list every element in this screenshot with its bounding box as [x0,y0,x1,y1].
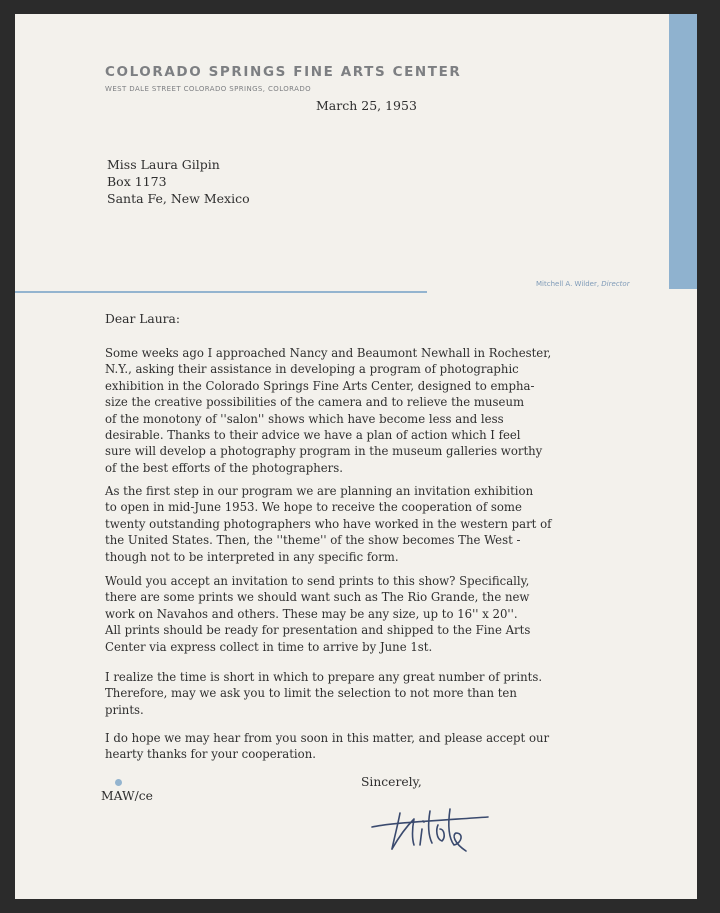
body-line: the United States. Then, the ''theme'' of the show becomes The West - [105,533,521,548]
body-line: size the creative possibilities of the camera and to relieve the museum [105,395,525,410]
body-line: to open in mid-June 1953. We hope to receive the cooperation of some [105,500,522,515]
body-line: prints. [105,702,144,717]
body-line: there are some prints we should want such as The Rio Grande, the new [105,590,530,605]
letter-date: March 25, 1953 [316,98,417,113]
body-line: of the monotony of ''salon'' shows which have become less and less [105,411,504,426]
body-line: All prints should be ready for presentation and shipped to the Fine Arts [105,623,531,638]
recipient-box: Box 1173 [107,174,167,189]
body-line: Some weeks ago I approached Nancy and Beaumont Newhall in Rochester, [105,346,552,360]
body-line: I realize the time is short in which to prepare any great number of prints. [105,670,543,684]
director-name: Mitchell A. Wilder, [536,280,600,288]
body-line: hearty thanks for your cooperation. [105,747,316,762]
body-line: Therefore, may we ask you to limit the selection to not more than ten [105,686,517,701]
recipient-name: Miss Laura Gilpin [107,157,220,172]
recipient-address [107,156,250,207]
letterhead-address: WEST DALE STREET COLORADO SPRINGS, COLORADO [105,85,312,93]
body-line: N.Y., asking their assistance in developing a program of photographic [105,362,519,377]
body-line: Center via express collect in time to arrive by June 1st. [105,639,433,654]
director-title: Director [601,280,630,288]
handwritten-signature-icon [370,799,490,859]
body-line: As the first step in our program we are planning an invitation exhibition [105,484,534,498]
reference-initials: MAW/ce [101,789,153,803]
blue-dot-mark [115,779,122,786]
body-paragraph [105,669,617,718]
letter-page [15,14,697,899]
salutation: Dear Laura: [105,312,181,326]
body-paragraph [105,573,617,655]
body-line: though not to be interpreted in any specific form. [105,549,399,564]
body-paragraph [105,345,617,476]
recipient-city: Santa Fe, New Mexico [107,191,250,206]
closing: Sincerely, [361,775,422,789]
body-line: I do hope we may hear from you soon in this matter, and please accept our [105,731,550,745]
body-paragraph [105,730,617,763]
body-line: desirable. Thanks to their advice we have a plan of action which I feel [105,428,521,443]
body-line: work on Navahos and others. These may be any size, up to 16'' x 20''. [105,606,518,621]
letterhead-side-band [669,14,697,289]
body-line: twenty outstanding photographers who have worked in the western part of [105,516,552,531]
body-paragraph [105,483,617,565]
body-line: exhibition in the Colorado Springs Fine Arts Center, designed to empha- [105,378,535,393]
letterhead-director [536,280,630,288]
body-line: sure will develop a photography program in the museum galleries worthy [105,444,543,459]
body-line: of the best efforts of the photographers. [105,460,343,475]
letterhead-rule [15,291,427,293]
letterhead-organization: COLORADO SPRINGS FINE ARTS CENTER [105,64,462,80]
body-line: Would you accept an invitation to send prints to this show? Specifically, [105,574,530,588]
